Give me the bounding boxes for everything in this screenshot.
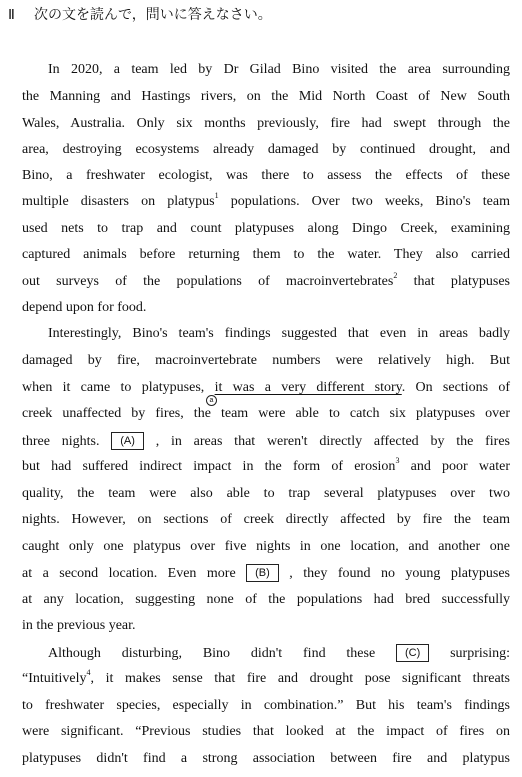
line-text: three nights. [22, 434, 112, 449]
passage-line: the Manning and Hastings rivers, on the Mid North Coast of New South [22, 89, 510, 104]
section-instruction: 次の文を読んで，問いに答えなさい。 [34, 8, 272, 23]
line-text: , in areas that weren't directly affected by the fires [143, 434, 510, 449]
passage-line: used nets to trap and count platypuses along Dingo Creek, examining [22, 221, 510, 236]
passage-line [22, 193, 510, 211]
passage-line [22, 379, 510, 397]
line-text: “Intuitively [22, 671, 87, 686]
passage-line [48, 644, 510, 663]
passage-line: quality, the team were also able to trap several platypuses over two [22, 486, 510, 501]
footnote-marker: 1 [214, 191, 219, 200]
line-text: . On sections of [401, 380, 510, 395]
underline-marker-a: a [206, 395, 217, 406]
passage-line [22, 273, 510, 291]
footnote-marker: 4 [86, 668, 91, 677]
footnote-marker: 3 [395, 456, 400, 465]
line-text: at a second location. Even more [22, 566, 247, 581]
passage-line: at any location, suggesting none of the populations had bred successfully [22, 592, 510, 607]
passage-line: depend upon for food. [22, 300, 147, 315]
passage-line: creek unaffected by fires, the team were able to catch six platypuses over [22, 406, 510, 421]
line-text: but had suffered indirect impact in the form of erosion [22, 459, 396, 474]
line-text: , it makes sense that fire and drought pose significant threats [90, 671, 510, 686]
passage-line [22, 564, 510, 583]
passage-line: Interestingly, Bino's team's findings suggested that even in areas badly [48, 326, 510, 341]
passage-line [22, 458, 510, 476]
section-number: Ⅱ [8, 8, 15, 23]
section-heading [8, 4, 272, 24]
line-text: surprising: [429, 646, 511, 661]
line-text: , they found no young platypuses [278, 566, 510, 581]
passage-line: nights. However, on sections of creek directly affected by fire the team [22, 512, 510, 527]
passage-line [22, 432, 510, 451]
line-text: when it came to platypuses, [22, 380, 215, 395]
passage-line [22, 670, 510, 688]
passage-line: platypuses didn't find a strong association between fire and platypus [22, 751, 510, 766]
answer-blank: (A) [111, 432, 144, 450]
passage-line: In 2020, a team led by Dr Gilad Bino visited the area surrounding [48, 62, 510, 77]
passage-line: Wales, Australia. Only six months previously, fire had swept through the [22, 116, 510, 131]
passage-line: area, destroying ecosystems already damaged by continued drought, and [22, 142, 510, 157]
line-text: that platypuses [397, 274, 510, 289]
underlined-phrase: it was a very different story [214, 380, 402, 395]
answer-blank: (B) [246, 564, 279, 582]
footnote-marker: 2 [393, 271, 398, 280]
line-text: and poor water [399, 459, 510, 474]
line-text: multiple disasters on platypus [22, 194, 215, 209]
passage-line: in the previous year. [22, 618, 136, 633]
line-text: populations. Over two weeks, Bino's team [218, 194, 510, 209]
answer-blank: (C) [396, 644, 429, 662]
passage-line: caught only one platypus over five nights in one location, and another one [22, 539, 510, 554]
passage-line: damaged by fire, macroinvertebrate numbers were relatively high. But [22, 353, 510, 368]
passage-line: to freshwater species, especially in combination.” But his team's findings [22, 698, 510, 713]
passage-line: were significant. “Previous studies that looked at the impact of fires on [22, 724, 510, 739]
passage-line: Bino, a freshwater ecologist, was there to assess the effects of these [22, 168, 510, 183]
line-text: Although disturbing, Bino didn't find these [48, 646, 396, 661]
line-text: out surveys of the populations of macroinvertebrates [22, 274, 394, 289]
passage-line: captured animals before returning them to the water. They also carried [22, 247, 510, 262]
